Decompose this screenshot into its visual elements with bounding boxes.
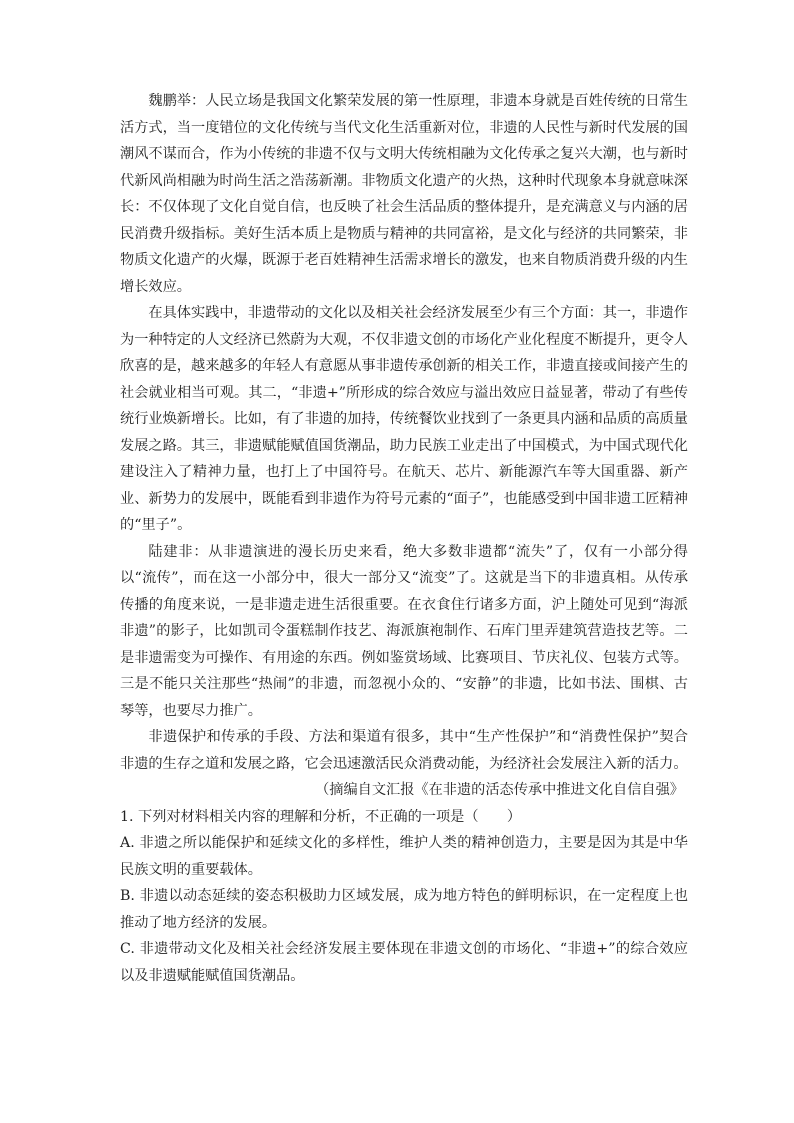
paragraph-wei-pengju: 魏鹏举：人民立场是我国文化繁荣发展的第一性原理，非遗本身就是百姓传统的日常生活方式，当一度错位的文化传统与当代文化生活重新对位，非遗的人民性与新时代发展的国潮风不谋而合，作为小传统的非遗不仅与文明大传统相融为文化传承之复兴大潮，也与新时代新风尚相融为时尚生活之浩荡新潮。非物质文化遗产的火热，这种时代现象本身就意味深长：不仅体现了文化自觉自信，也反映了社会生活品质的整体提升，是充满意义与内涵的居民消费升级指标。美好生活本质上是物质与精神的共同富裕，是文化与经济的共同繁荣，非物质文化遗产的火爆，既源于老百姓精神生活需求增长的激发，也来自物质消费升级的内生增长效应。 (120, 93, 688, 295)
option-a: A. 非遗之所以能保护和延续文化的多样性，维护人类的精神创造力，主要是因为其是中华民族文明的重要载体。 (120, 835, 688, 878)
paragraph-protection: 非遗保护和传承的手段、方法和渠道有很多，其中“生产性保护”和“消费性保护”契合非遗的生存之道和发展之路，它会迅速激活民众消费动能，为经济社会发展注入新的活力。 (120, 729, 688, 772)
question-1: 1. 下列对材料相关内容的理解和分析，不正确的一项是（ ） (120, 808, 522, 825)
paragraph-practice: 在具体实践中，非遗带动的文化以及相关社会经济发展至少有三个方面：其一，非遗作为一种特定的人文经济已然蔚为大观，不仅非遗文创的市场化产业化程度不断提升，更令人欣喜的是，越来越多的年轻人有意愿从事非遗传承创新的相关工作，非遗直接或间接产生的社会就业相当可观。其二，“非遗+”所形成的综合效应与溢出效应日益显著，带动了有些传统行业焕新增长。比如，有了非遗的加持，传统餐饮业找到了一条更具内涵和品质的高质量发展之路。其三，非遗赋能赋值国货潮品，助力民族工业走出了中国模式，为中国式现代化建设注入了精神力量，也打上了中国符号。在航天、芯片、新能源汽车等大国重器、新产业、新势力的发展中，既能看到非遗作为符号元素的“面子”，也能感受到中国非遗工匠精神的“里子”。 (120, 305, 688, 533)
option-c: C. 非遗带动文化及相关社会经济发展主要体现在非遗文创的市场化、“非遗+”的综合效应以及非遗赋能赋值国货潮品。 (120, 941, 688, 984)
source-citation: （摘编自文汇报《在非遗的活态传承中推进文化自信自强》 (315, 782, 684, 798)
option-b: B. 非遗以动态延续的姿态积极助力区域发展，成为地方特色的鲜明标识，在一定程度上也推动了地方经济的发展。 (120, 888, 688, 931)
paragraph-lu-jianfei: 陆建非：从非遗演进的漫长历史来看，绝大多数非遗都“流失”了，仅有一小部分得以“流传”，而在这一小部分中，很大一部分又“流变”了。这就是当下的非遗真相。从传承传播的角度来说，一是非遗走进生活很重要。在衣食住行诸多方面，沪上随处可见到“海派非遗”的影子，比如凯司令蛋糕制作技艺、海派旗袍制作、石库门里弄建筑营造技艺等。二是非遗需变为可操作、有用途的东西。例如鉴赏场域、比赛项目、节庆礼仪、包装方式等。三是不能只关注那些“热闹”的非遗，而忽视小众的、“安静”的非遗，比如书法、围棋、古琴等，也要尽力推广。 (120, 543, 688, 719)
document-page (120, 88, 688, 989)
